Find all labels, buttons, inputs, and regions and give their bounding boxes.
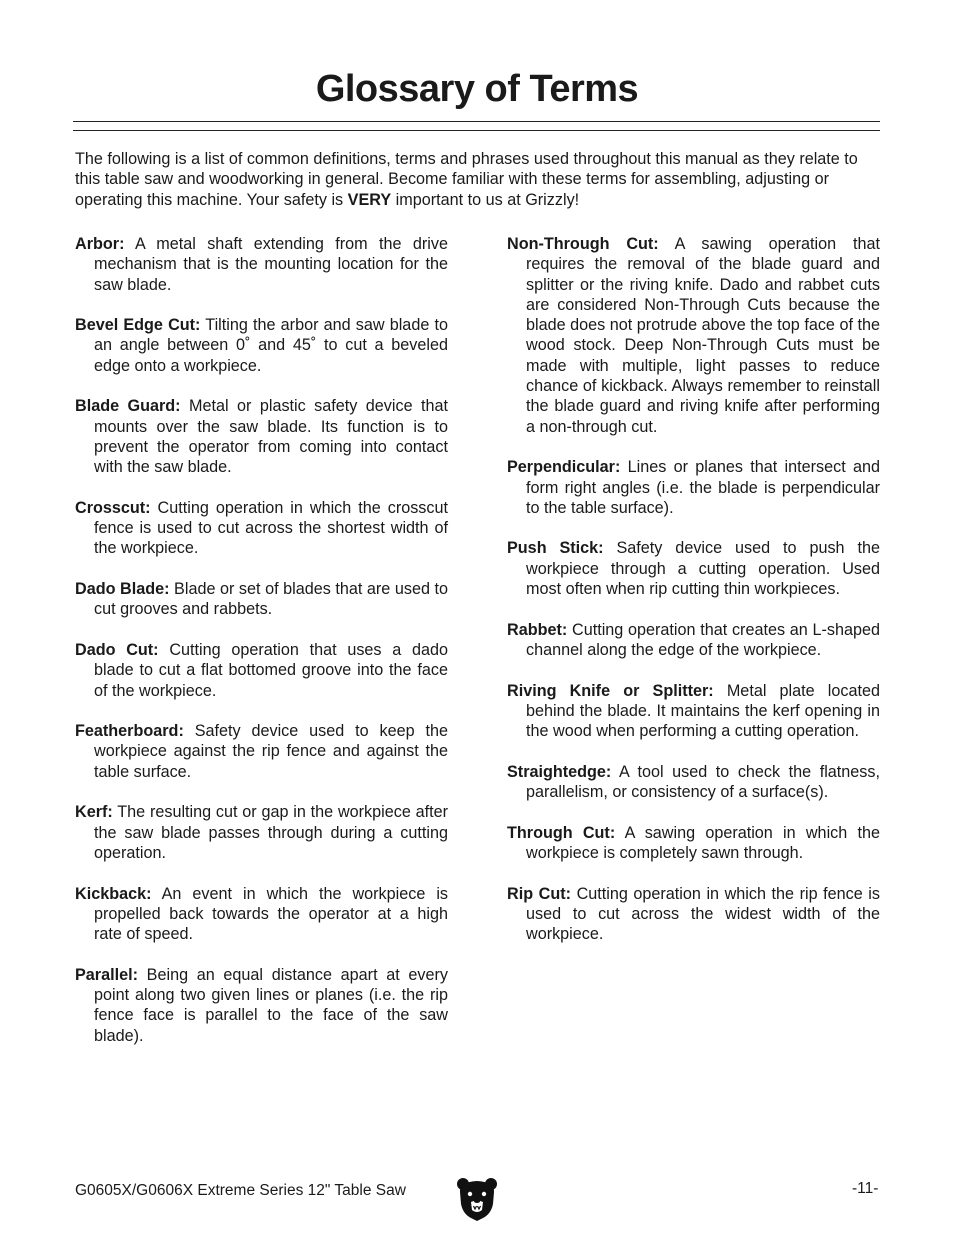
glossary-term: Bevel Edge Cut: (75, 316, 201, 335)
glossary-definition: A sawing operation that requires the removal of the blade guard and splitter or the riving knife. Dado and rabbet cuts are considered Non-Through Cuts because the blade does not protrude above the top face of the wood stock. Deep Non-Through Cuts must be made with multiple, light passes to reduce chance of kickback. Always remember to reinstall the blade guard and riving knife after performing a non-through cut. (526, 235, 881, 436)
glossary-left-column (75, 234, 448, 1066)
glossary-definition: Cutting operation in which the rip fence is used to cut across the widest width of the workpiece. (526, 884, 881, 944)
glossary-definition: Blade or set of blades that are used to cut grooves and rabbets. (94, 580, 448, 619)
glossary-definition: A metal shaft extending from the drive mechanism that is the mounting location for the saw blade. (94, 235, 449, 294)
glossary-definition: Metal or plastic safety device that mounts over the saw blade. Its function is to prevent the operator from coming into contact with the saw blade. (94, 397, 449, 477)
glossary-right-column (507, 234, 880, 965)
page-title: Glossary of Terms (315, 68, 639, 110)
glossary-definition: Safety device used to push the workpiece through a cutting operation. Used most often when rip cutting thin workpieces. (526, 539, 880, 599)
glossary-entry-arbor (75, 234, 448, 295)
glossary-term: Dado Blade: (75, 580, 170, 599)
title-rule-top (73, 121, 880, 122)
glossary-entry-straightedge (507, 762, 880, 803)
intro-paragraph (75, 149, 880, 210)
glossary-entry-featherboard (75, 721, 448, 782)
page-number: -11- (852, 1180, 879, 1197)
glossary-term: Riving Knife or Splitter: (507, 681, 714, 700)
intro-text-before: The following is a list of common definitions, terms and phrases used throughout this manual as they relate to this table saw and woodworking in general. Become familiar with these terms for assembling, adjusting or operating this machine. Your safety is (75, 150, 858, 209)
glossary-entry-bevel-edge-cut (75, 315, 448, 376)
glossary-definition: Cutting operation that creates an L-shaped channel along the edge of the workpiece. (526, 620, 880, 659)
glossary-entry-push-stick (507, 538, 880, 599)
glossary-entry-non-through-cut (507, 234, 880, 437)
glossary-definition: Safety device used to keep the workpiece against the rip fence and against the table surface. (94, 722, 448, 781)
glossary-definition: Cutting operation that uses a dado blade to cut a flat bottomed groove into the face of the workpiece. (94, 640, 449, 700)
glossary-entry-dado-cut (75, 640, 448, 701)
glossary-entry-parallel (75, 965, 448, 1046)
glossary-entry-kerf (75, 802, 448, 863)
glossary-term: Rabbet: (507, 620, 568, 639)
glossary-definition: The resulting cut or gap in the workpiece after the saw blade passes through during a cutting operation. (94, 803, 448, 862)
glossary-term: Kickback: (75, 884, 152, 903)
glossary-definition: Metal plate located behind the blade. It maintains the kerf opening in the wood when performing a cutting operation. (526, 681, 880, 741)
glossary-definition: A sawing operation in which the workpiece is completely sawn through. (526, 823, 880, 862)
glossary-term: Perpendicular: (507, 458, 621, 477)
glossary-term: Push Stick: (507, 539, 604, 558)
intro-text-after: important to us at Grizzly! (391, 190, 580, 209)
glossary-entry-riving-knife (507, 681, 880, 742)
glossary-entry-kickback (75, 884, 448, 945)
glossary-term: Blade Guard: (75, 397, 181, 416)
glossary-term: Non-Through Cut: (507, 235, 659, 253)
footer-model-title: G0605X/G0606X Extreme Series 12" Table Saw (75, 1182, 406, 1199)
glossary-term: Straightedge: (507, 762, 612, 781)
glossary-definition: Being an equal distance apart at every point along two given lines or planes (i.e. the rip fence face is parallel to the face of the saw blade). (94, 965, 448, 1045)
title-rule-bottom (73, 130, 880, 131)
glossary-term: Crosscut: (75, 498, 151, 517)
glossary-definition: Lines or planes that intersect and form right angles (i.e. the blade is perpendicular to the table surface). (526, 458, 880, 517)
glossary-term: Rip Cut: (507, 884, 571, 903)
glossary-entry-blade-guard (75, 396, 448, 477)
glossary-entry-rabbet (507, 620, 880, 661)
glossary-entry-perpendicular (507, 457, 880, 518)
glossary-entry-crosscut (75, 498, 448, 559)
glossary-entry-through-cut (507, 823, 880, 864)
glossary-term: Kerf: (75, 803, 113, 822)
glossary-term: Dado Cut: (75, 640, 159, 659)
glossary-entry-rip-cut (507, 884, 880, 945)
glossary-entry-dado-blade (75, 579, 448, 620)
glossary-term: Parallel: (75, 965, 138, 984)
glossary-term: Through Cut: (507, 823, 616, 842)
glossary-definition: An event in which the workpiece is propelled back towards the operator at a high rate of speed. (94, 884, 449, 944)
glossary-definition: A tool used to check the flatness, parallelism, or consistency of a surface(s). (526, 762, 880, 802)
grizzly-bear-icon (456, 1176, 498, 1222)
intro-emphasis: VERY (347, 190, 392, 209)
glossary-term: Featherboard: (75, 722, 184, 741)
glossary-definition: Tilting the arbor and saw blade to an angle between 0˚ and 45˚ to cut a beveled edge onto a workpiece. (94, 316, 448, 375)
glossary-definition: Cutting operation in which the crosscut fence is used to cut across the shortest width of the workpiece. (94, 498, 448, 558)
glossary-term: Arbor: (75, 235, 125, 253)
